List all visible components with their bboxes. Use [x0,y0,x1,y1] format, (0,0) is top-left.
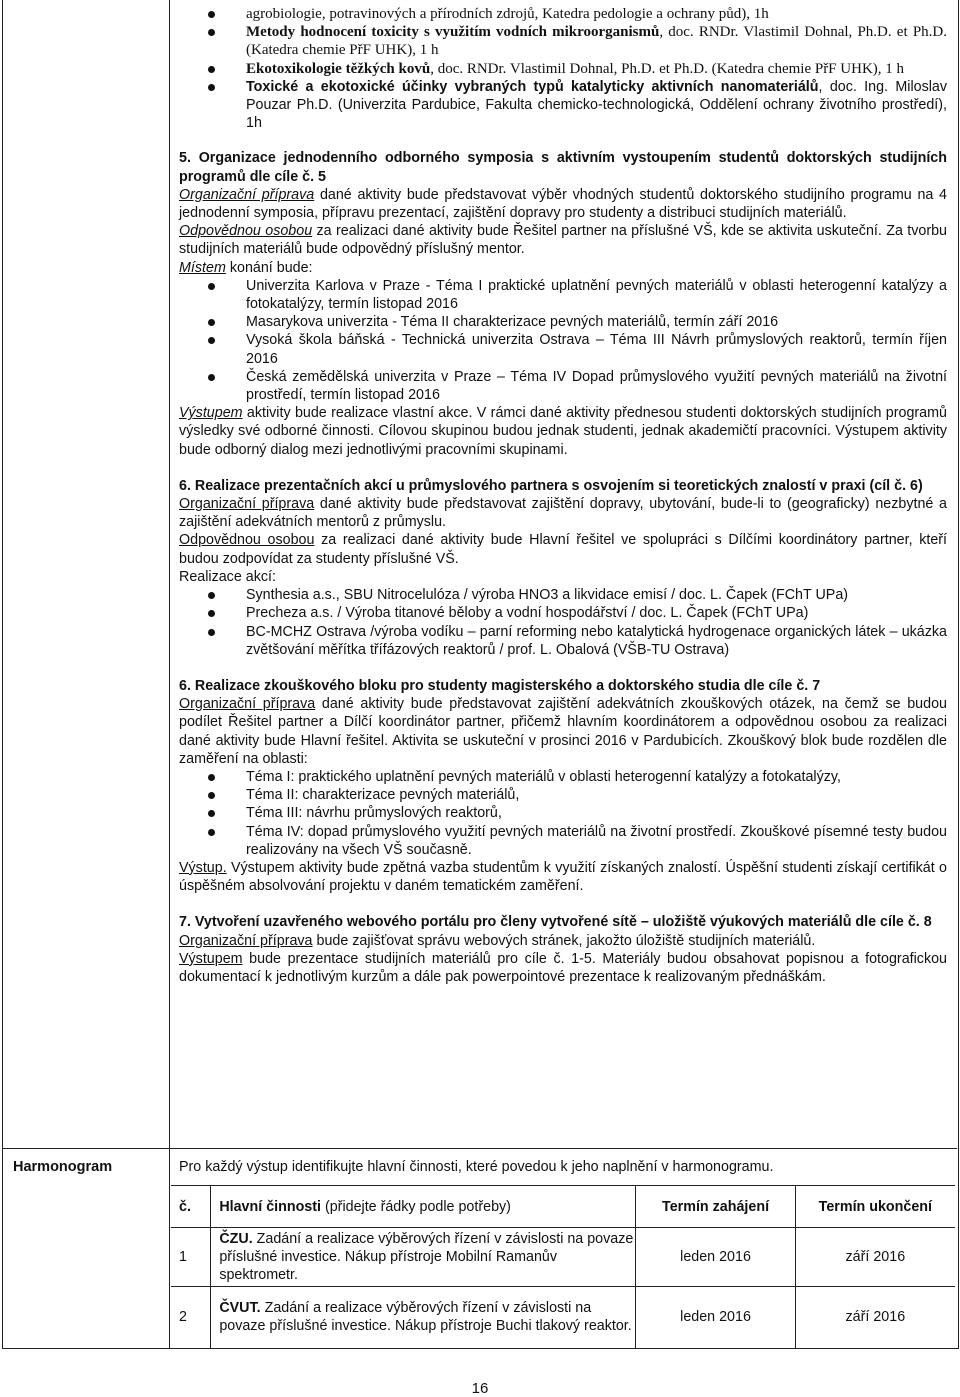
row-start: leden 2016 [636,1228,795,1287]
s6-actions-list [179,586,947,659]
topic-item: Téma I: praktického uplatnění pevných materiálů v oblasti heterogenní katalýzy a fotokatalýzy, [179,768,947,786]
s7-preparation: Organizační příprava bude zajišťovat správu webových stránek, jakožto úložiště studijních materiálů. [179,932,816,949]
s6b-preparation: Organizační příprava dané aktivity bude představovat zajištění adekvátních zkouškových otázek, na čemž se budou podílet Řešitel partner a Dílčí koordinátor partner, přičemž hlavním koordinátorem a odpovědnou osobou za realizaci dané aktivity bude Hlavní řešitel. Aktivita se uskuteční v prosinci 2016 v Pardubicích. Zkouškový blok bude rozdělen dle zaměření na oblasti: [179,696,947,767]
s6b-topics-list [179,768,947,859]
lecture-item: Metody hodnocení toxicity s využitím vodních mikroorganismů, doc. RNDr. Vlastimil Dohnal, Ph.D. et Ph.D. (Katedra chemie PřF UHK), 1 h [179,23,947,59]
s5-output: Výstupem aktivity bude realizace vlastní akce. V rámci dané aktivity přednesou studenti doktorských studijních programů výsledky své odborné činnosti. Cílovou skupinou budou jednak studenti, jednak akademičtí pracovníci. Výstupem aktivity bude odborný dialog mezi jednotlivými pracovními skupinami. [179,405,947,458]
s5-responsible: Odpovědnou osobou za realizaci dané aktivity bude Řešitel partner na příslušné VŠ, kde se aktivita uskuteční. Za tvorbu studijních materiálů bude odpovědný příslušný mentor. [179,223,947,258]
section-7-title: 7. Vytvoření uzavřeného webového portálu pro členy vytvořené sítě – uložiště výukových materiálů dle cíle č. 8 [179,914,932,931]
s6-actions-label: Realizace akcí: [179,568,276,585]
section-6-title: 6. Realizace prezentačních akcí u průmyslového partnera s osvojením si teoretických znalostí v praxi (cíl č. 6) [179,477,923,494]
row-end: září 2016 [795,1287,955,1348]
topic-item: Téma II: charakterizace pevných materiálů, [179,786,947,804]
s7-output: Výstupem bude prezentace studijních materiálů pro cíle č. 1-5. Materiály budou obsahovat popisnou a fotografickou dokumentací k jednotlivým kurzům a dále pak powerpointové prezentace k realizovaným přednáškám. [179,950,947,985]
place-item: Univerzita Karlova v Praze - Téma I praktické uplatnění pevných materiálů v oblasti heterogenní katalýzy a fotokatalýzy, termín listopad 2016 [179,277,947,313]
topic-item: Téma III: návrhu průmyslových reaktorů, [179,804,947,822]
harmonogram-label: Harmonogram [13,1159,113,1175]
s6b-output: Výstup. Výstupem aktivity bude zpětná vazba studentům k využití získaných znalostí. Úspěšní studenti získají certifikát o úspěšném absolvování projektu v daném tematickém zaměření. [179,859,947,895]
header-start: Termín zahájení [636,1186,795,1228]
s5-place: Místem konání bude: [179,259,313,276]
action-item: Precheza a.s. / Výroba titanové běloby a vodní hospodářství / doc. L. Čapek (FChT UPa) [179,604,947,622]
table-header-row [171,1186,955,1228]
row-activity: ČVUT. Zadání a realizace výběrových řízení v závislosti na povaze příslušné investice. Nákup přístroje Buchi tlakový reaktor. [211,1287,636,1348]
header-end: Termín ukončení [795,1186,955,1228]
row-activity: ČZU. Zadání a realizace výběrových řízení v závislosti na povaze příslušné investice. Nákup přístroje Mobilní Ramanův spektrometr. [211,1228,636,1287]
header-activity: Hlavní činnosti (přidejte řádky podle potřeby) [211,1186,636,1228]
lecture-list [179,5,947,132]
page-number: 16 [471,1380,489,1397]
place-item: Vysoká škola báňská - Technická univerzita Ostrava – Téma III Návrh průmyslových reaktorů, termín říjen 2016 [179,331,947,367]
main-column [179,0,947,986]
s5-places-list [179,277,947,404]
place-item: Česká zemědělská univerzita v Praze – Téma IV Dopad průmyslového využití pevných materiálů na životní prostředí, termín listopad 2016 [179,368,947,404]
action-item: BC-MCHZ Ostrava /výroba vodíku – parní reforming nebo katalytická hydrogenace organických látek – ukázka zvětšování měřítka třífázových reaktorů / prof. L. Obalová (VŠB-TU Ostrava) [179,623,947,659]
table-row [171,1287,955,1348]
s5-preparation: Organizační příprava dané aktivity bude představovat výběr vhodných studentů doktorského studijního programu na 4 jednodenní symposia, přípravu prezentací, zajištění dopravy pro studenty a distribuci studijních materiálů. [179,186,948,222]
s6-responsible: Odpovědnou osobou za realizaci dané aktivity bude Hlavní řešitel ve spolupráci s Dílčími koordinátory partner, kteří budou zodpovídat za studenty příslušné VŠ. [179,532,947,567]
table-row [171,1228,955,1287]
column-divider [169,0,170,1348]
header-num: č. [171,1186,211,1228]
row-start: leden 2016 [636,1287,795,1348]
lecture-item: Toxické a ekotoxické účinky vybraných typů katalyticky aktivních nanomateriálů, doc. Ing. Miloslav Pouzar Ph.D. (Univerzita Pardubice, Fakulta chemicko-technologická, Oddělení ochrany životního prostředí), 1h [179,78,947,133]
action-item: Synthesia a.s., SBU Nitrocelulóza / výroba HNO3 a likvidace emisí / doc. L. Čapek (FChT UPa) [179,586,947,604]
s6-preparation: Organizační příprava dané aktivity bude představovat zajištění dopravy, ubytování, bude-li to (geograficky) nezbytné a zajištění adekvátních mentorů z průmyslu. [179,496,947,531]
row-end: září 2016 [795,1228,955,1287]
section-5-title: 5. Organizace jednodenního odborného symposia s aktivním vystoupením studentů doktorských studijních programů dle cíle č. 5 [179,150,947,185]
row-num: 2 [171,1287,211,1348]
schedule-table [171,1185,955,1348]
lecture-item: Ekotoxikologie těžkých kovů, doc. RNDr. Vlastimil Dohnal, Ph.D. et Ph.D. (Katedra chemie PřF UHK), 1 h [179,60,947,78]
place-item: Masarykova univerzita - Téma II charakterizace pevných materiálů, termín září 2016 [179,313,947,331]
row-num: 1 [171,1228,211,1287]
topic-item: Téma IV: dopad průmyslového využití pevných materiálů na životní prostředí. Zkouškové písemné testy budou realizovány na všech VŠ současně. [179,823,947,859]
harmonogram-intro: Pro každý výstup identifikujte hlavní činnosti, které povedou k jeho naplnění v harmonogramu. [179,1159,774,1175]
section-6b-title: 6. Realizace zkouškového bloku pro studenty magisterského a doktorského studia dle cíle č. 7 [179,677,821,694]
row-divider [2,1148,957,1149]
lecture-item: agrobiologie, potravinových a přírodních zdrojů, Katedra pedologie a ochrany půd), 1h [179,5,947,23]
